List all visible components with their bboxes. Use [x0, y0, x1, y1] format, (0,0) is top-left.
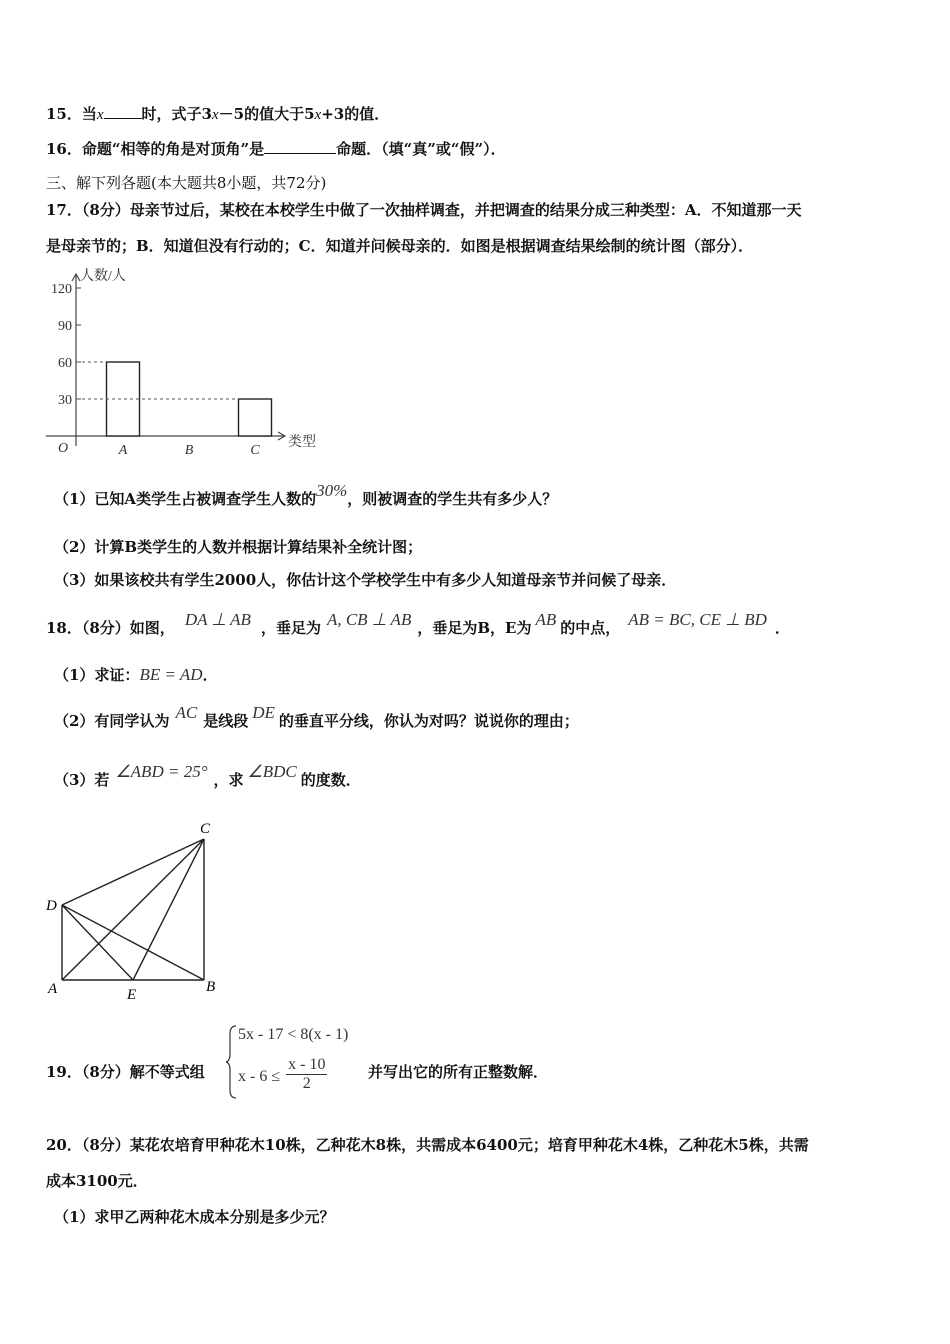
question-16: [46, 138, 506, 159]
q17-percent: 30%: [316, 481, 348, 500]
inequality-2: [238, 1056, 327, 1093]
label-a: A: [48, 981, 58, 997]
category-label-B: B: [184, 443, 194, 458]
q18-part1: [54, 664, 218, 685]
y-tick-label-60: 60: [58, 356, 72, 371]
category-label-A: A: [118, 443, 128, 458]
fraction-numerator: x - 10: [288, 1056, 326, 1073]
bar-chart: [40, 262, 340, 462]
q18-m2: A, CB ⊥ AB: [326, 610, 412, 629]
q16-text: 16．命题“相等的角是对顶角”是: [46, 140, 265, 158]
q18-e: ．: [774, 619, 790, 637]
q17-part2: （2）计算B类学生的人数并根据计算结果补全统计图；: [54, 538, 423, 556]
x-axis-label: 类型: [288, 435, 316, 450]
q18-p1a: （1）求证：: [54, 666, 140, 684]
q18-b: ，垂足为: [260, 619, 321, 637]
q18-p2c: 的垂直平分线，你认为对吗？说说你的理由；: [278, 712, 579, 730]
label-d: D: [46, 898, 57, 914]
segment-ce: [133, 839, 204, 980]
geometry-figure: [40, 815, 240, 1005]
q18-p3m1: ∠ABD = 25°: [115, 762, 208, 781]
q15-var: x: [96, 107, 104, 123]
q16-end: 命题．（填“真”或“假”）．: [336, 140, 506, 158]
q18-p2a: （2）有同学认为: [54, 712, 170, 730]
label-c: C: [200, 821, 211, 837]
q18-a: 18．（8分）如图，: [46, 619, 175, 637]
label-b: B: [206, 979, 216, 995]
fraction-denominator: 2: [302, 1075, 311, 1092]
q18-p3a: （3）若: [54, 771, 110, 789]
q18-p2m2: DE: [252, 703, 275, 722]
q15-end: +3的值．: [321, 105, 390, 123]
q17-p1b: ，则被调查的学生共有多少人？: [347, 490, 558, 508]
q17-line1: 17．（8分）母亲节过后，某校在本校学生中做了一次抽样调查，并把调查的结果分成三种类型：A．不知道那一天: [46, 201, 802, 219]
q17-p1a: （1）已知A类学生占被调查学生人数的: [54, 490, 317, 508]
y-axis-label: 人数/人: [80, 269, 126, 284]
y-tick-label-30: 30: [58, 393, 72, 408]
bar-C: [239, 399, 272, 436]
category-label-C: C: [250, 443, 260, 458]
inequality-2-left: x - 6 ≤: [238, 1068, 281, 1085]
q18-m3: AB: [535, 610, 557, 629]
q18-p2m1: AC: [175, 703, 198, 722]
q15-blank: [104, 104, 142, 119]
q18-d: 的中点，: [560, 619, 621, 637]
label-e: E: [127, 987, 137, 1003]
segment-ac: [62, 839, 204, 980]
q18-part2: [54, 703, 579, 731]
q18-p3c: 的度数．: [300, 771, 361, 789]
y-tick-label-90: 90: [58, 319, 72, 334]
q18-p3b: ，求: [213, 771, 244, 789]
q18-p1b: ．: [202, 666, 218, 684]
q19-tail: 并写出它的所有正整数解．: [368, 1063, 549, 1081]
section-3-heading: 三、解下列各题(本大题共8小题，共72分): [46, 174, 327, 192]
origin-label: O: [58, 441, 69, 456]
q18-p1m: BE = AD: [139, 665, 203, 684]
q20-line2: 成本3100元．: [46, 1172, 148, 1190]
q15-number: 15．当: [46, 105, 97, 123]
q18-p2b: 是线段: [203, 712, 249, 730]
question-18: [46, 610, 790, 638]
q20-line1: 20．（8分）某花农培育甲种花木10株，乙种花木8株，共需成本6400元；培育甲种花木4株，乙种花木5株，共需: [46, 1136, 809, 1154]
y-tick-label-120: 120: [51, 282, 72, 297]
q18-part3: [54, 762, 361, 790]
q17-part1: [54, 481, 558, 509]
q17-part3: （3）如果该校共有学生2000人，你估计这个学校学生中有多少人知道母亲节并问候了母亲．: [54, 571, 677, 589]
q16-blank: [264, 139, 336, 154]
q15-x3: x: [314, 107, 322, 123]
q18-c: ，垂足为B，E为: [417, 619, 532, 637]
q17-line2: 是母亲节的；B．知道但没有行动的；C．知道并问候母亲的．如图是根据调查结果绘制的统计图（部分）．: [46, 237, 754, 255]
q15-after: 时，式子3: [141, 105, 212, 123]
q15-mid: －5的值大于5: [218, 105, 315, 123]
q18-m4: AB = BC, CE ⊥ BD: [628, 610, 767, 629]
q20-part1: （1）求甲乙两种花木成本分别是多少元？: [54, 1208, 335, 1226]
segment-db: [62, 905, 204, 980]
bar-A: [107, 362, 140, 436]
q18-m1: DA ⊥ AB: [184, 610, 251, 629]
inequality-1: 5x - 17 < 8(x - 1): [238, 1026, 349, 1043]
q18-p3m2: ∠BDC: [247, 762, 297, 781]
segment-dc: [62, 839, 204, 905]
q15-x2: x: [211, 107, 219, 123]
q19-label: 19．（8分）解不等式组: [46, 1063, 205, 1081]
fraction: [286, 1056, 327, 1093]
system-brace: [226, 1024, 238, 1100]
question-15: [46, 103, 389, 124]
